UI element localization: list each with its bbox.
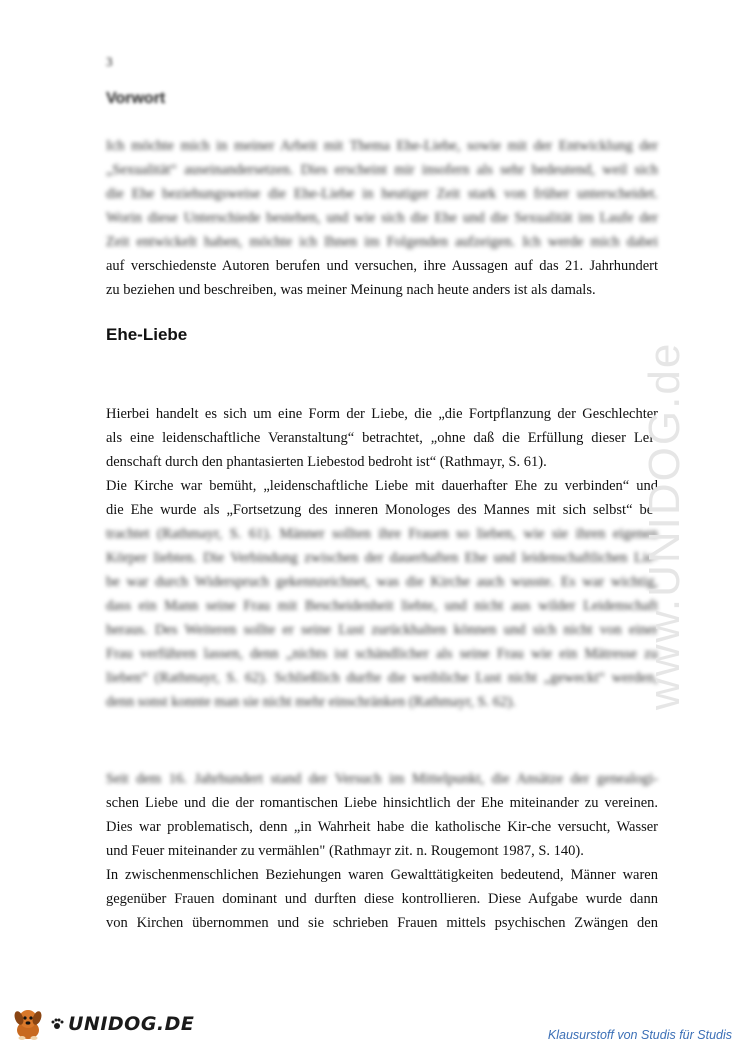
text-line: schen Liebe und die der romantischen Liebe hinsichtlich der Ehe miteinander zu vereinen. xyxy=(106,795,658,811)
text-line: Hierbei handelt es sich um eine Form der Liebe, die „die Fortpflanzung der Geschlechter xyxy=(106,406,658,422)
text-line: „Sexualität“ auseinandersetzen. Dies erscheint mir insofern als sehr bedeutend, weil sich xyxy=(106,162,658,178)
text-line: be war durch Widerspruch gekennzeichnet, was die Kirche auch wusste. Es war wichtig, xyxy=(106,574,658,590)
section-heading-ehe-liebe: Ehe-Liebe xyxy=(106,325,188,344)
text-line: von Kirchen übernommen und sie schrieben Frauen mittels psychischen Zwängen den xyxy=(106,915,658,931)
text-line: gegenüber Frauen dominant und durften diese kontrollieren. Diese Aufgabe wurde dann xyxy=(106,891,658,907)
text-line: Frau verführen lassen, denn „nichts ist schändlicher als seine Frau wie ein Mätresse zu xyxy=(106,646,658,662)
text-line: denschaft durch den phantasierten Liebestod bedroht ist“ (Rathmayr, S. 61). xyxy=(106,454,547,470)
unidog-logo[interactable] xyxy=(8,1004,194,1044)
text-line: Zeit entwickelt haben, möchte ich Ihnen im Folgenden aufzeigen. Ich werde mich dabei xyxy=(106,234,658,250)
logo-text: UNIDOG.DE xyxy=(68,1013,195,1035)
text-line: lieben“ (Rathmayr, S. 62). Schließlich durfte die weibliche Lust nicht „geweckt“ werden, xyxy=(106,670,658,686)
text-line: dass ein Mann seine Frau mit Bescheidenheit liebte, und nicht aus wilder Leidenschaft xyxy=(106,598,658,614)
watermark: www.UNIDOG.de xyxy=(640,341,689,710)
text-line: und Feuer miteinander zu vermählen" (Rathmayr zit. n. Rougemont 1987, S. 140). xyxy=(106,843,584,859)
paw-icon xyxy=(50,1017,64,1031)
page-number: 3 xyxy=(106,54,113,69)
text-line: Körper liebten. Die Verbindung zwischen der dauerhaften Ehe und leidenschaftlichen Lie- xyxy=(106,550,658,566)
text-line: heraus. Des Weiteren sollte er seine Lust zurückhalten können und sich nicht von einer xyxy=(106,622,658,638)
footer-tagline: Klausurstoff von Studis für Studis xyxy=(547,1028,732,1042)
text-line: Worin diese Unterschiede bestehen, und wie sich die Ehe und die Sexualität im Laufe der xyxy=(106,210,658,226)
text-line: denn sonst konnte man sie nicht mehr einschränken (Rathmayr, S. 62). xyxy=(106,694,516,710)
ehe-liebe-paragraph-1 xyxy=(106,402,658,714)
text-line: auf verschiedenste Autoren berufen und versuchen, ihre Aussagen auf das 21. Jahrhundert xyxy=(106,258,658,274)
text-line: die Ehe beziehungsweise die Ehe-Liebe in heutiger Zeit stark von früher unterscheidet. xyxy=(106,186,658,202)
vorwort-paragraph xyxy=(106,134,658,302)
text-line: die Ehe wurde als „Fortsetzung des inneren Monologes des Mannes mit sich selbst“ be- xyxy=(106,502,658,518)
text-line: trachtet (Rathmayr, S. 61). Männer sollten ihre Frauen so lieben, wie sie ihren eigenen xyxy=(106,526,658,542)
text-line: In zwischenmenschlichen Beziehungen waren Gewalttätigkeiten bedeutend, Männer waren xyxy=(106,867,658,883)
vorwort-heading: Vorwort xyxy=(106,90,166,107)
dog-icon xyxy=(8,1004,48,1044)
text-line: Seit dem 16. Jahrhundert stand der Versuch im Mittelpunkt, die Ansätze der genealogi- xyxy=(106,771,658,787)
text-line: zu beziehen und beschreiben, was meiner Meinung nach heute anders ist als damals. xyxy=(106,282,596,298)
text-line: Dies war problematisch, denn „in Wahrheit habe die katholische Kir-che versucht, Wasser xyxy=(106,819,658,835)
text-line: als eine leidenschaftliche Veranstaltung“ betrachtet, „ohne daß die Erfüllung dieser Lei- xyxy=(106,430,658,446)
text-line: Die Kirche war bemüht, „leidenschaftliche Liebe mit dauerhafter Ehe zu verbinden“ und xyxy=(106,478,658,494)
text-line: Ich möchte mich in meiner Arbeit mit Thema Ehe-Liebe, sowie mit der Entwicklung der xyxy=(106,138,658,154)
ehe-liebe-paragraph-2 xyxy=(106,767,658,935)
